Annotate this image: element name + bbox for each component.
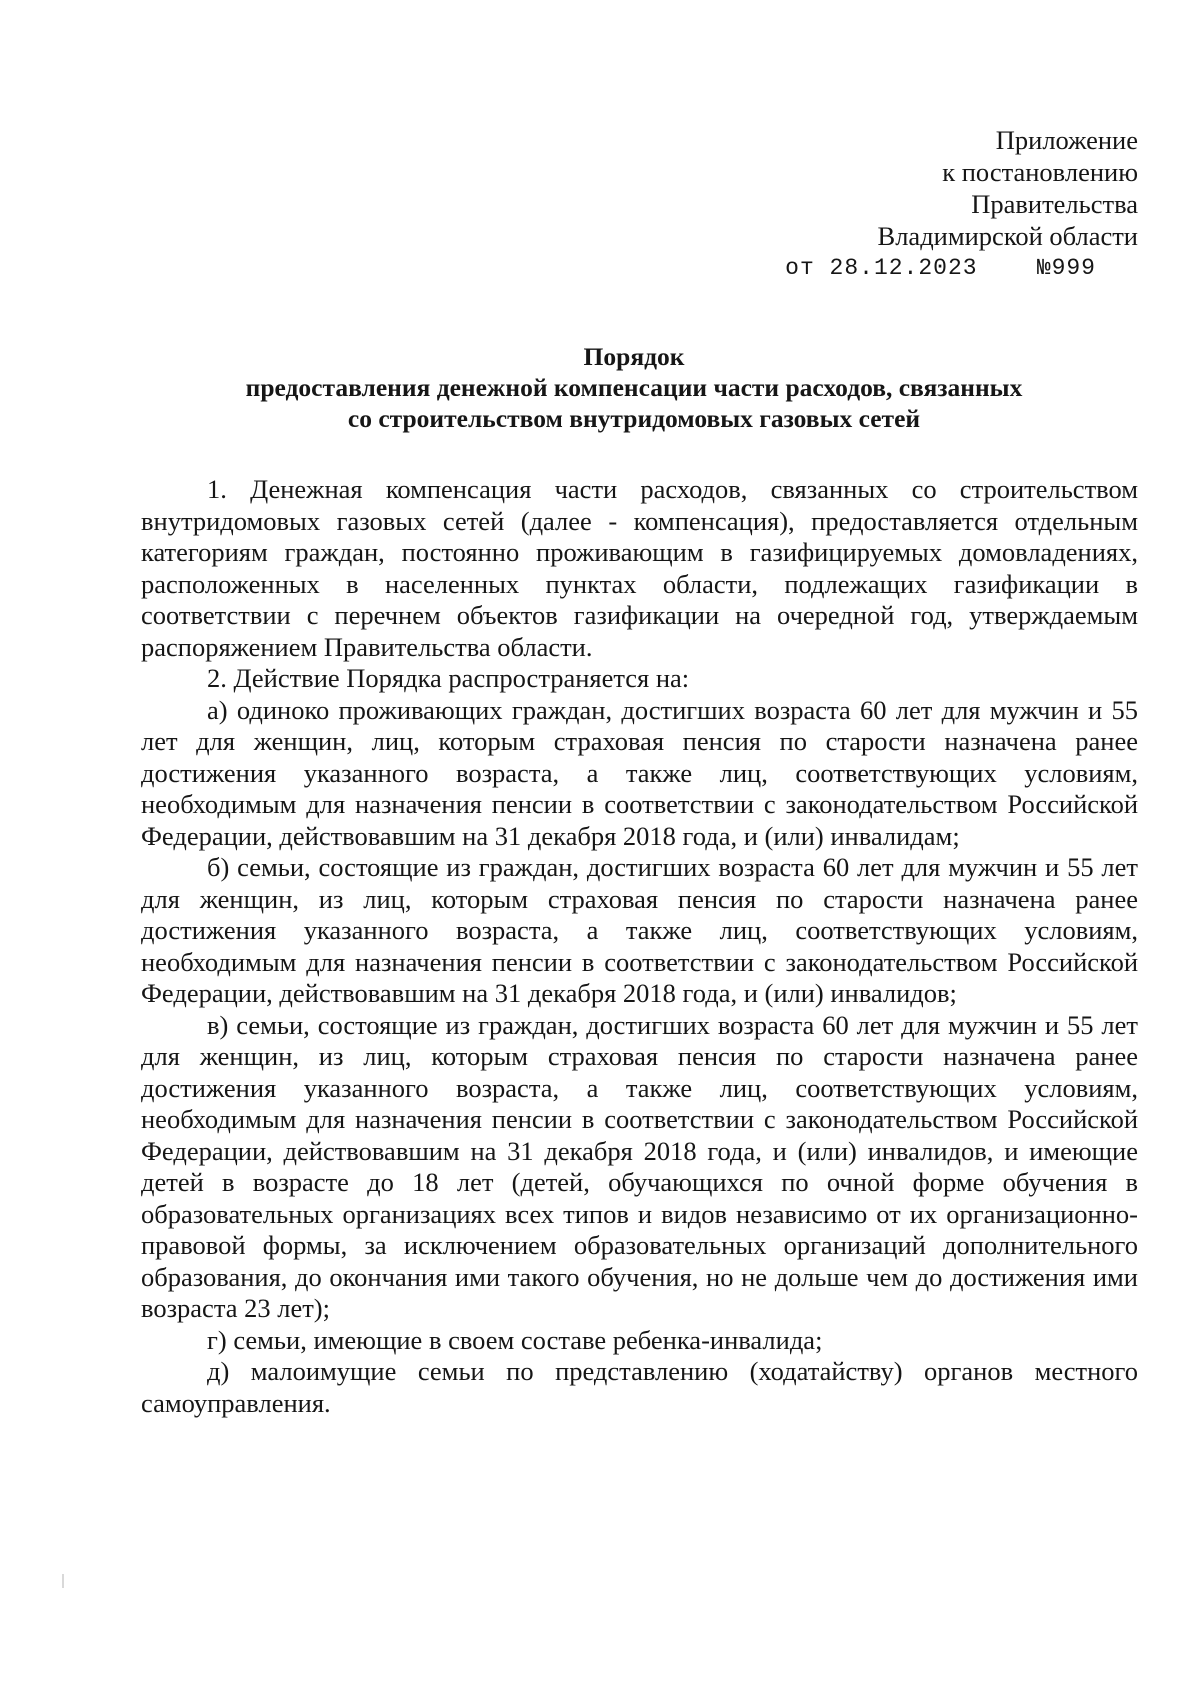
title-subtitle-line-1: предоставления денежной компенсации части расходов, связанных: [245, 373, 1023, 402]
paragraph-2g: г) семьи, имеющие в своем составе ребенка-инвалида;: [207, 1324, 823, 1355]
appendix-reference: к постановлению: [942, 157, 1138, 187]
paragraph-2d: д) малоимущие семьи по представлению (ходатайству) органов местного самоуправления.: [141, 1356, 1138, 1418]
document-body: [141, 474, 1138, 1419]
paragraph-2b: б) семьи, состоящие из граждан, достигших возраста 60 лет для мужчин и 55 лет для женщин, из лиц, которым страховая пенсия по старости назначена ранее достижения указанного возраста, а также лиц, соответствующих условиям, необходимым для назначения пенсии в соответствии с законодательством Российской Федерации, действовавшим на 31 декабря 2018 года, и (или) инвалидов;: [141, 852, 1138, 1008]
decree-date-number: от 28.12.2023 №999: [785, 255, 1096, 281]
appendix-region: Владимирской области: [877, 221, 1138, 251]
appendix-header: [618, 124, 1138, 284]
document-title: [130, 341, 1138, 434]
appendix-authority: Правительства: [971, 189, 1138, 219]
paragraph-2a: а) одиноко проживающих граждан, достигших возраста 60 лет для мужчин и 55 лет для женщин, лиц, которым страховая пенсия по старости назначена ранее достижения указанного возраста, а также лиц, соответствующих условиям, необходимым для назначения пенсии в соответствии с законодательством Российской Федерации, действовавшим на 31 декабря 2018 года, и (или) инвалидам;: [141, 694, 1138, 851]
paragraph-1: 1. Денежная компенсация части расходов, связанных со строительством внутридомовых газовых сетей (далее - компенсация), предоставляется отдельным категориям граждан, постоянно проживающим в газифицируемых домовладениях, расположенных в населенных пунктах области, подлежащих газификации в соответствии с перечнем объектов газификации на очередной год, утверждаемым распоряжением Правительства области.: [141, 474, 1138, 662]
title-subtitle-line-2: со строительством внутридомовых газовых сетей: [347, 404, 921, 433]
scan-mark: [62, 1574, 64, 1588]
paragraph-2: 2. Действие Порядка распространяется на:: [207, 663, 690, 693]
paragraph-2v: в) семьи, состоящие из граждан, достигших возраста 60 лет для мужчин и 55 лет для женщин, из лиц, которым страховая пенсия по старости назначена ранее достижения указанного возраста, а также лиц, соответствующих условиям, необходимым для назначения пенсии в соответствии с законодательством Российской Федерации, действовавшим на 31 декабря 2018 года, и (или) инвалидов, и имеющие детей в возрасте до 18 лет (детей, обучающихся по очной форме обучения в образовательных организациях всех типов и видов независимо от их организационно-правовой формы, за исключением образовательных организаций дополнительного образования, до окончания ими такого обучения, но не дольше чем до достижения ими возраста 23 лет);: [141, 1009, 1138, 1323]
title-heading: Порядок: [583, 342, 685, 371]
appendix-label: Приложение: [995, 125, 1138, 155]
